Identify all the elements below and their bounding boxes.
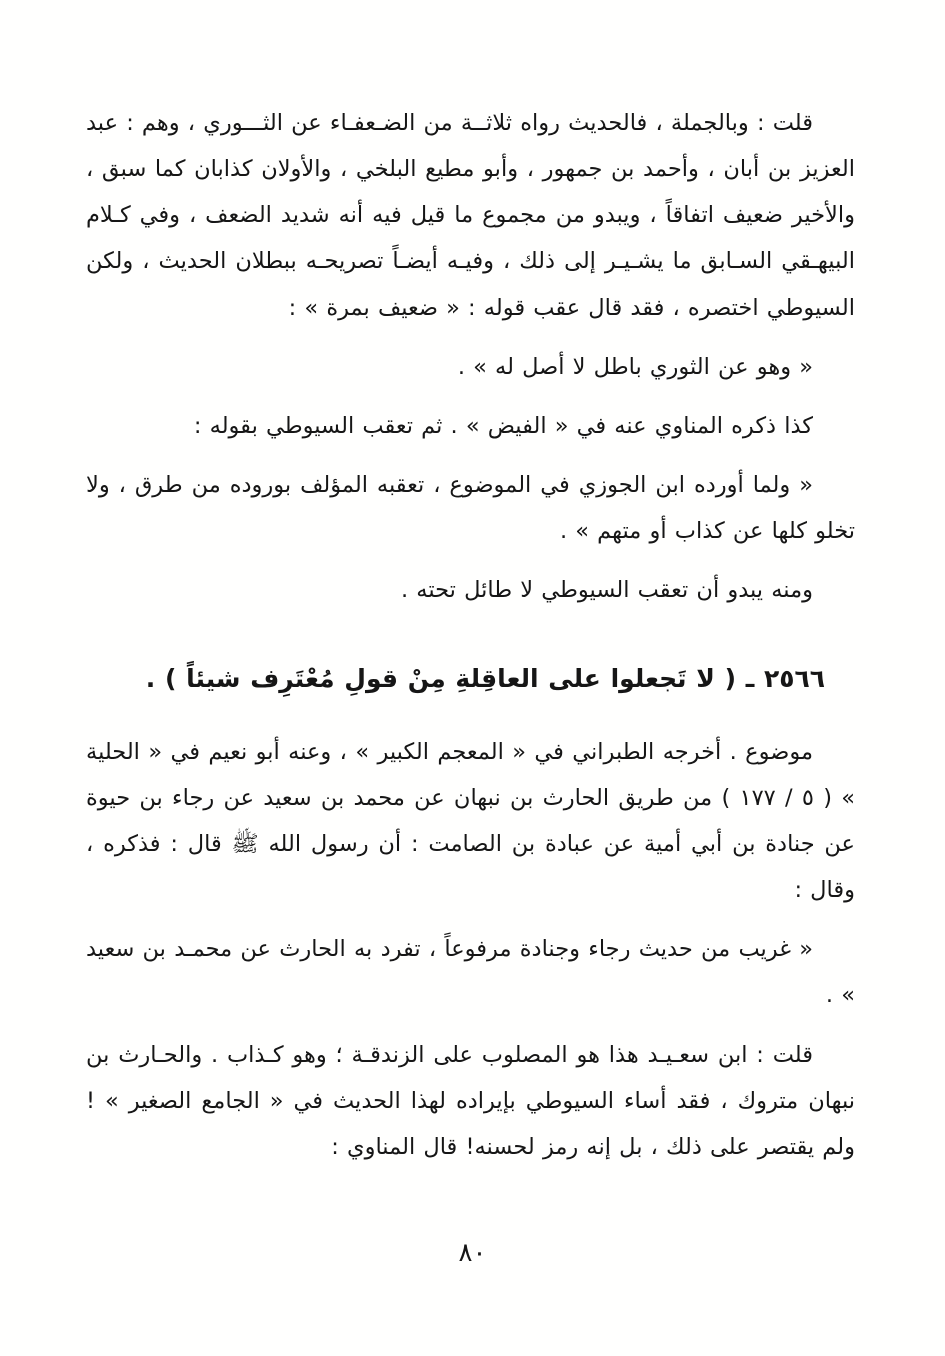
text-block (86, 100, 855, 1183)
paragraph-suyuti-comment: ومنه يبدو أن تعقب السيوطي لا طائل تحته . (400, 577, 813, 604)
hadith-heading-2566: ٢٥٦٦ ـ ( لا تَجعلوا على العاقِلةِ مِنْ قولِ مُعْتَرِف شيئاً ) . (145, 664, 825, 694)
quote-thawri-batil: « وهو عن الثوري باطل لا أصل له » . (457, 353, 813, 380)
page-number: ٨٠ (458, 1238, 487, 1268)
paragraph-summary-weak-narrators: قلت : وبالجملة ، فالحديث رواه ثلاثــة من الضـعفـاء عن الثـــوري ، وهم : عبد العزيز بن أبان ، وأحمد بن جمهور ، وأبو مطيع البلخي ، والأولان كذابان كما سبق ، والأخير ضعيف اتفاقاً ، ويبدو من مجموع ما قيل فيه أنه شديد الضعف ، وفي كـلام البيهـقي السـابق ما يشـيـر إلى ذلك ، وفيـه أيضـاً تصريحـه ببطلان الحديث ، ولكن السيوطي اختصره ، فقد قال عقب قوله : « ضعيف بمرة » : (86, 110, 855, 321)
paragraph-ibn-said-criticism: قلت : ابن سعـيـد هذا هو المصلوب على الزندقـة ؛ وهو كـذاب . والحـارث بن نبهان متروك ، فقد أساء السيوطي بإيراده لهذا الحديث في « الجامع الصغير » ! ولم يقتصر على ذلك ، بل إنه رمز لحسنه! قال المناوي : (86, 1041, 855, 1160)
paragraph-munawi-fayd: كذا ذكره المناوي عنه في « الفيض » . ثم تعقب السيوطي بقوله : (193, 412, 813, 439)
paragraph-takhrij-tabarani: موضوع . أخرجه الطبراني في « المعجم الكبير » ، وعنه أبو نعيم في « الحلية » ( ٥ / ١٧٧ ) من طريق الحارث بن نبهان عن محمد بن سعيد عن رجاء بن حيوة عن جنادة بن أبي أمية عن عبادة بن الصامت : أن رسول الله ﷺ قال : فذكره ، وقال : (86, 738, 855, 904)
quote-gharib-hadith: « غريب من حديث رجاء وجنادة مرفوعاً ، تفرد به الحارث عن محمـد بن سعيد » . (86, 936, 855, 1009)
quote-ibn-jawzi-mawdu: « ولما أورده ابن الجوزي في الموضوع ، تعقبه المؤلف بوروده من طرق ، ولا تخلو كلها عن كذاب أو متهم » . (86, 471, 855, 544)
